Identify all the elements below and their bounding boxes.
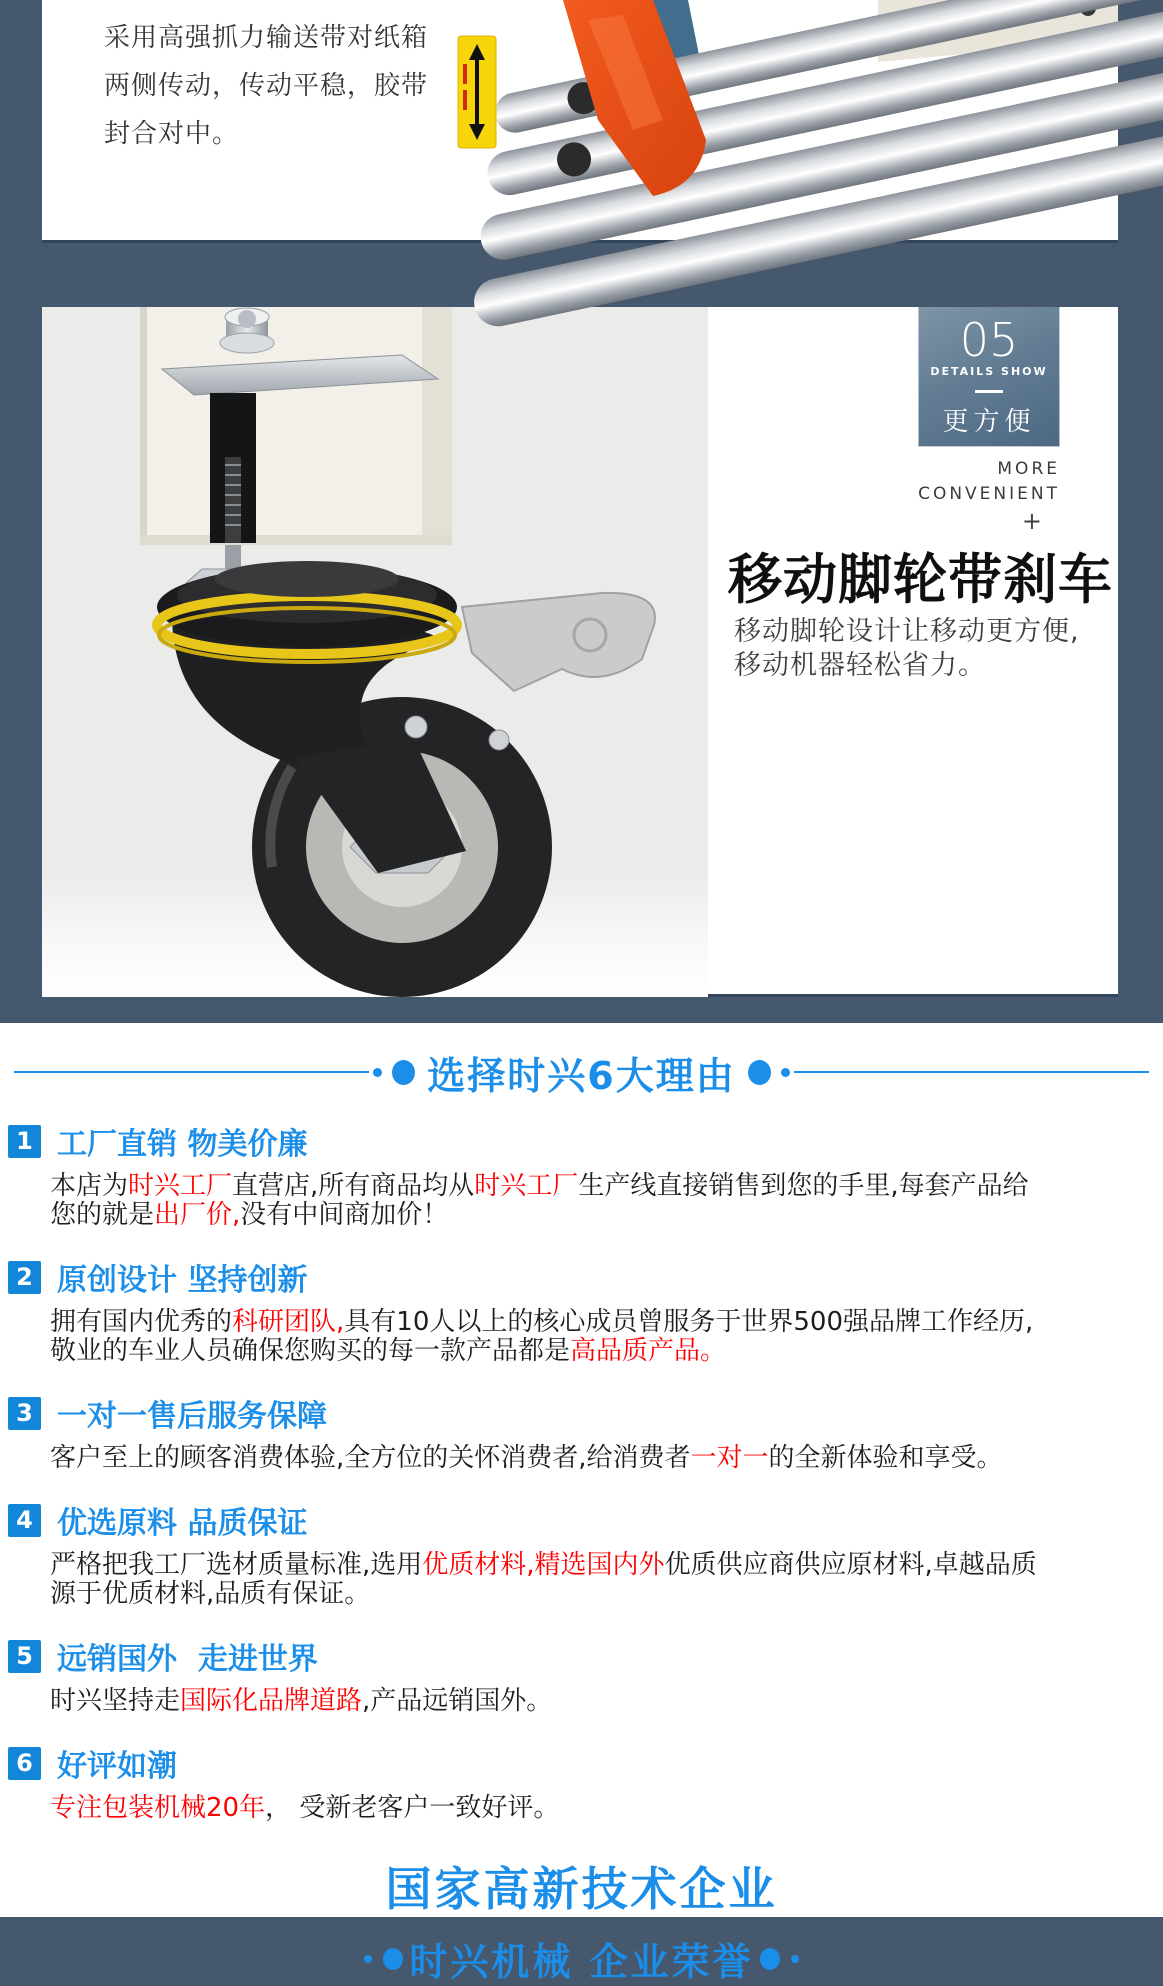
header-line-right xyxy=(794,1071,1149,1073)
footer-subheadline-text: 时兴机械 企业荣誉 xyxy=(409,1940,754,1984)
text-line: 移动机器轻松省力。 xyxy=(734,650,986,681)
reason-number-badge: 5 xyxy=(8,1640,41,1673)
reasons-section xyxy=(0,1023,1163,1984)
detail-number-badge xyxy=(918,307,1060,447)
detail-description xyxy=(734,615,1080,683)
warning-sticker xyxy=(458,36,496,148)
more-convenient-label xyxy=(918,457,1060,507)
small-dot-icon xyxy=(781,1068,790,1077)
adjustment-slot xyxy=(210,393,256,543)
reason-body xyxy=(50,1444,1163,1473)
detail-heading: 移动脚轮带刹车 xyxy=(728,548,1113,611)
caster-wheel xyxy=(157,545,655,997)
small-dot-icon xyxy=(373,1068,382,1077)
plus-mark: + xyxy=(1021,507,1042,535)
reason-body-line: 拥有国内优秀的科研团队,具有10人以上的核心成员曾服务于世界500强品牌工作经历, xyxy=(50,1307,1034,1337)
reason-heading xyxy=(8,1124,1163,1162)
conveyor-rollers-photo xyxy=(448,0,1118,243)
header-line-left xyxy=(14,1071,369,1073)
text-line: MORE xyxy=(997,459,1060,479)
badge-label: DETAILS SHOW xyxy=(930,365,1048,378)
reason-number-badge: 2 xyxy=(8,1261,41,1294)
text-line: 移动脚轮设计让移动更方便, xyxy=(734,616,1080,647)
reasons-header xyxy=(14,1050,1149,1098)
reason-item xyxy=(8,1124,1163,1230)
reason-body-line: 敬业的车业人员确保您购买的每一款产品都是高品质产品。 xyxy=(50,1336,727,1366)
text-line: CONVENIENT xyxy=(918,484,1060,504)
reason-item xyxy=(8,1396,1163,1473)
reason-body xyxy=(50,1687,1163,1716)
machine-leg xyxy=(140,307,452,545)
reason-item xyxy=(8,1260,1163,1366)
reason-body-line: 时兴坚持走国际化品牌道路,产品远销国外。 xyxy=(50,1686,553,1716)
text-line: 采用高强抓力输送带对纸箱 xyxy=(104,23,429,53)
reason-item xyxy=(8,1639,1163,1716)
badge-divider xyxy=(975,390,1003,393)
footer-subheadline xyxy=(0,1931,1163,1986)
reason-heading xyxy=(8,1396,1163,1434)
reason-heading xyxy=(8,1639,1163,1677)
reason-item xyxy=(8,1746,1163,1823)
reasons-title: 选择时兴6大理由 xyxy=(427,1053,736,1098)
reason-heading xyxy=(8,1260,1163,1298)
reason-body xyxy=(50,1551,1163,1609)
reason-body-line: 您的就是出厂价,没有中间商加价！ xyxy=(50,1200,449,1230)
brake-lever xyxy=(462,593,655,691)
small-dot-icon xyxy=(364,1955,372,1963)
roller-tubes xyxy=(433,0,1163,331)
reason-title: 工厂直销 物美价廉 xyxy=(57,1127,308,1162)
badge-number: 05 xyxy=(959,313,1019,367)
reason-body-line: 源于优质材料,品质有保证。 xyxy=(50,1579,371,1609)
reason-item xyxy=(8,1503,1163,1609)
large-dot-icon xyxy=(383,1948,403,1970)
reasons-list xyxy=(0,1124,1163,1823)
large-dot-icon xyxy=(392,1060,415,1085)
reason-body-line: 专注包装机械20年， 受新老客户一致好评。 xyxy=(50,1793,560,1823)
caster-photo xyxy=(42,307,708,997)
large-dot-icon xyxy=(748,1060,771,1085)
feature-paragraph xyxy=(104,14,428,158)
reason-title: 远销国外 走进世界 xyxy=(57,1642,318,1677)
reason-title: 好评如潮 xyxy=(57,1749,177,1784)
reason-body-line: 本店为时兴工厂直营店,所有商品均从时兴工厂生产线直接销售到您的手里,每套产品给 xyxy=(50,1171,1029,1201)
reason-body-line: 客户至上的顾客消费体验,全方位的关怀消费者,给消费者一对一的全新体验和享受。 xyxy=(50,1443,1003,1473)
reason-title: 优选原料 品质保证 xyxy=(57,1506,308,1541)
reason-body xyxy=(50,1172,1163,1230)
badge-title-cn: 更方便 xyxy=(942,407,1036,437)
large-dot-icon xyxy=(760,1948,780,1970)
reason-number-badge: 4 xyxy=(8,1504,41,1537)
reason-body-line: 严格把我工厂选材质量标准,选用优质材料,精选国内外优质供应商供应原材料,卓越品质 xyxy=(50,1550,1037,1580)
small-dot-icon xyxy=(791,1955,799,1963)
footer-headline: 国家高新技术企业 xyxy=(385,1862,778,1916)
reason-heading xyxy=(8,1503,1163,1541)
reason-number-badge: 3 xyxy=(8,1397,41,1430)
reason-title: 一对一售后服务保障 xyxy=(57,1399,327,1434)
reason-title: 原创设计 坚持创新 xyxy=(57,1263,308,1298)
reason-body xyxy=(50,1308,1163,1366)
text-line: 封合对中。 xyxy=(104,119,240,149)
text-line: 两侧传动，传动平稳，胶带 xyxy=(104,71,429,101)
detail-card xyxy=(42,307,1118,997)
reason-number-badge: 6 xyxy=(8,1747,41,1780)
reason-number-badge: 1 xyxy=(8,1125,41,1158)
top-feature-card xyxy=(42,0,1118,243)
reason-body xyxy=(50,1794,1163,1823)
reason-heading xyxy=(8,1746,1163,1784)
